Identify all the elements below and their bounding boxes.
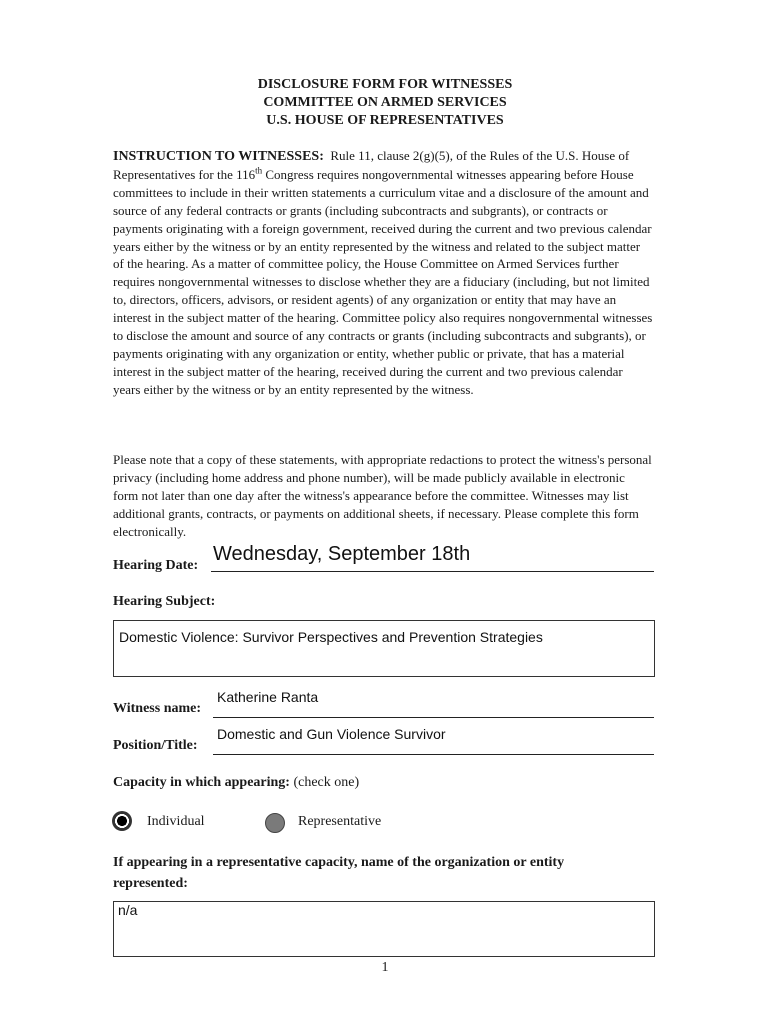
position-label: Position/Title: [113,738,198,753]
represented-org-value: n/a [118,902,138,918]
title-line-1: DISCLOSURE FORM FOR WITNESSES [257,77,513,92]
option-representative-label: Representative [298,814,382,829]
capacity-label-text: Capacity in which appearing: [113,775,290,790]
hearing-subject-label: Hearing Subject: [113,594,216,609]
instructions-paragraph [113,147,653,399]
represented-label: If appearing in a representative capacity, name of the organization or entity represented: [113,855,565,891]
capacity-note: (check one) [293,775,360,790]
ordinal-suffix: th [255,165,263,176]
witness-name-underline [213,717,654,718]
title-line-3: U.S. HOUSE OF REPRESENTATIVES [266,113,504,128]
radio-representative[interactable] [265,813,285,833]
form-title [0,76,770,130]
option-individual-label: Individual [147,814,205,829]
title-line-2: COMMITTEE ON ARMED SERVICES [263,95,507,110]
instructions-lead: Rule 11, clause 2(g)(5), of the Rules of the U.S. House of Representatives for the 116 [113,148,630,182]
position-field[interactable]: Domestic and Gun Violence Survivor [217,726,446,742]
witness-name-field[interactable]: Katherine Ranta [217,689,319,705]
instructions-body: Congress requires nongovernmental witnesses appearing before House committees to include in their written statements a curriculum vitae and a disclosure of the amount and source of any federal contracts or grants (including subcontracts and subgrants), or contracts or payments originating with a foreign government, received during the current and two previous calendar years either by the witness or by an entity represented by the witness and related to the subject matter of the hearing. As a matter of committee policy, the House Committee on Armed Services further requires nongovernmental witnesses to disclose whether they are a fiduciary (including, but not limited to, directors, officers, advisors, or resident agents) of any organization or entity that may have an interest in the subject matter of the hearing. Committee policy also requires nongovernmental witnesses to disclose the amount and source of any contracts or grants (including subcontracts and subgrants), or payments originating with any organization or entity, whether public or private, that has a material interest in the subject matter of the hearing, received during the current and two previous calendar years either by the witness or by an entity represented by the witness. [113,166,653,397]
privacy-note: Please note that a copy of these statements, with appropriate redactions to protect the witness's personal privacy (including home address and phone number), will be made publicly available in electronic form not later than one day after the witness's appearance before the committee. Witnesses may list additional grants, contracts, or payments on additional sheets, if necessary. Please complete this form electronically. [113,452,652,539]
hearing-date-field[interactable]: Wednesday, September 18th [213,543,471,565]
hearing-date-label: Hearing Date: [113,558,199,573]
witness-name-label: Witness name: [113,701,202,716]
position-underline [213,754,654,755]
hearing-date-underline [211,571,654,572]
represented-org-field[interactable] [113,901,655,957]
hearing-subject-field[interactable] [113,620,655,677]
page-number: 1 [381,960,389,975]
radio-individual[interactable] [112,811,132,831]
capacity-label [113,775,359,791]
instructions-heading: INSTRUCTION TO WITNESSES: [113,149,324,164]
hearing-subject-value: Domestic Violence: Survivor Perspectives and Prevention Strategies [119,629,543,645]
